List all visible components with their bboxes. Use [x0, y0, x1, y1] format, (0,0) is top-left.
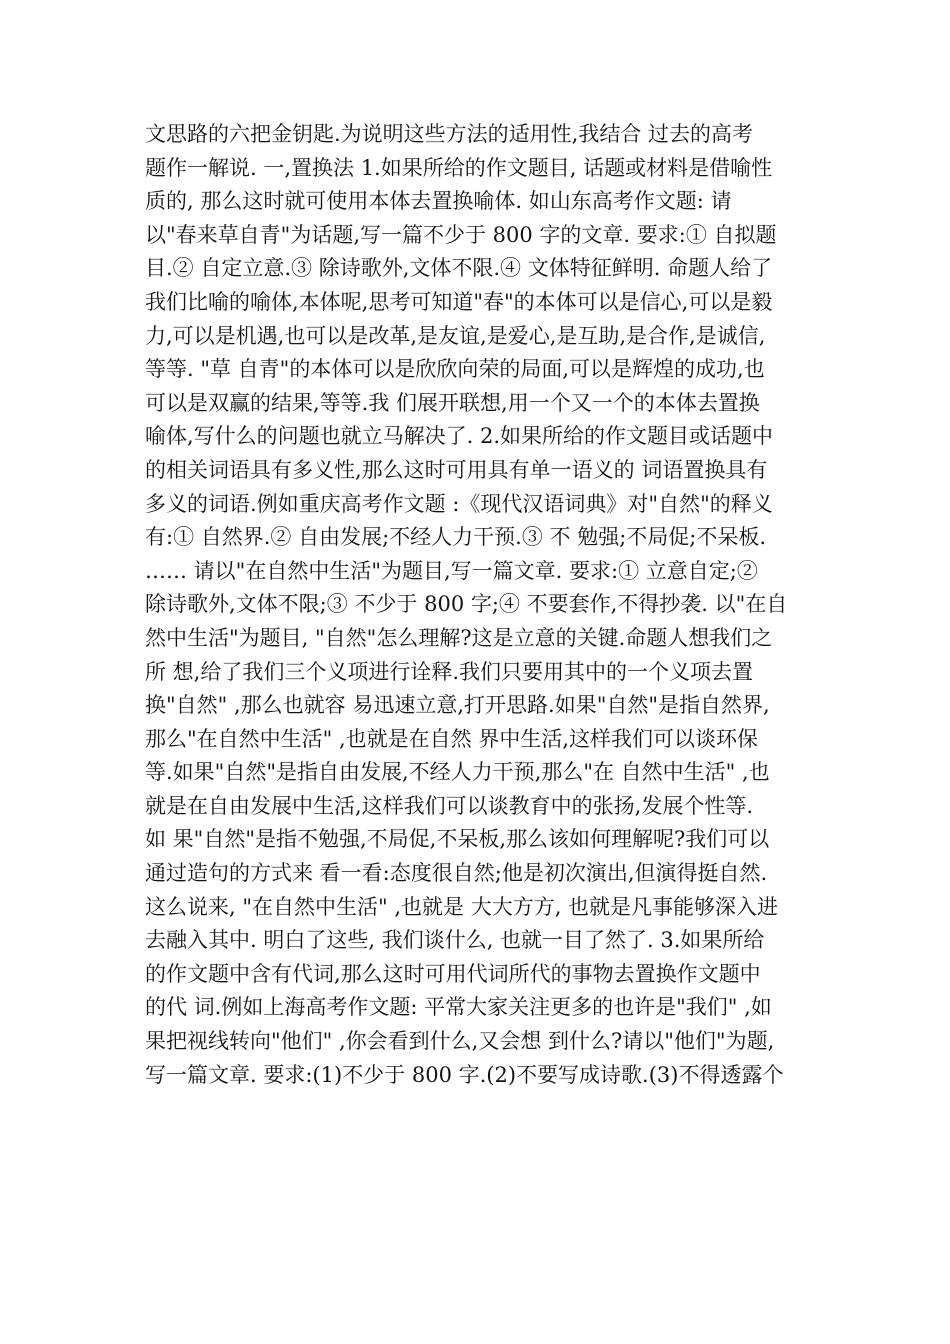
text-line: 那么"在自然中生活" ,也就是在自然 界中生活,这样我们可以谈环保	[145, 726, 759, 751]
text-line: 有:① 自然界.② 自由发展;不经人力干预.③ 不 勉强;不局促;不呆板.	[145, 525, 767, 550]
text-line: 所 想,给了我们三个义项进行诠释.我们只要用其中的一个义项去置	[145, 659, 754, 684]
text-line: 可以是双赢的结果,等等.我 们展开联想,用一个又一个的本体去置换	[145, 390, 760, 415]
text-line: 以"春来草自青"为话题,写一篇不少于 800 字的文章. 要求:① 自拟题	[145, 222, 777, 247]
text-line: 文思路的六把金钥匙.为说明这些方法的适用性,我结合 过去的高考	[145, 122, 754, 146]
text-line: 力,可以是机遇,也可以是改革,是友谊,是爱心,是互助,是合作,是诚信,	[145, 323, 766, 348]
text-line: 我们比喻的喻体,本体呢,思考可知道"春"的本体可以是信心,可以是毅	[145, 289, 773, 314]
text-line: 通过造句的方式来 看一看:态度很自然;他是初次演出,但演得挺自然.	[145, 861, 768, 886]
text-line: 的代 词.例如上海高考作文题: 平常大家关注更多的也许是"我们" ,如	[145, 995, 772, 1020]
text-line: 就是在自由发展中生活,这样我们可以谈教育中的张扬,发展个性等.	[145, 793, 754, 818]
text-line: …… 请以"在自然中生活"为题目,写一篇文章. 要求:① 立意自定;②	[145, 558, 758, 583]
text-line: 果把视线转向"他们" ,你会看到什么,又会想 到什么?请以"他们"为题,	[145, 1029, 775, 1054]
text-line: 去融入其中. 明白了这些, 我们谈什么, 也就一目了然了. 3.如果所给	[145, 928, 765, 953]
text-line: 除诗歌外,文体不限;③ 不少于 800 字;④ 不要套作,不得抄袭. 以"在自	[145, 592, 788, 617]
text-line: 题作一解说. 一,置换法 1.如果所给的作文题目, 话题或材料是借喻性	[145, 155, 773, 180]
text-line: 的相关词语具有多义性,那么这时可用具有单一语义的 词语置换具有	[145, 457, 768, 482]
body-text	[145, 118, 810, 1092]
text-line: 换"自然" ,那么也就容 易迅速立意,打开思路.如果"自然"是指自然界,	[145, 693, 770, 718]
text-line: 等等. "草 自青"的本体可以是欣欣向荣的局面,可以是辉煌的成功,也	[145, 357, 765, 382]
text-line: 写一篇文章. 要求:(1)不少于 800 字.(2)不要写成诗歌.(3)不得透露个	[145, 1062, 784, 1087]
text-line: 目.② 自定立意.③ 除诗歌外,文体不限.④ 文体特征鲜明. 命题人给了	[145, 256, 773, 281]
text-line: 这么说来, "在自然中生活" ,也就是 大大方方, 也就是凡事能够深入进	[145, 894, 779, 919]
text-line: 然中生活"为题目, "自然"怎么理解?这是立意的关键.命题人想我们之	[145, 625, 773, 650]
text-line: 质的, 那么这时就可使用本体去置换喻体. 如山东高考作文题: 请	[145, 189, 732, 214]
text-line: 多义的词语.例如重庆高考作文题 :《现代汉语词典》对"自然"的释义	[145, 491, 773, 516]
text-line: 喻体,写什么的问题也就立马解决了. 2.如果所给的作文题目或话题中	[145, 424, 774, 449]
text-line: 的作文题中含有代词,那么这时可用代词所代的事物去置换作文题中	[145, 961, 761, 986]
text-line: 等.如果"自然"是指自由发展,不经人力干预,那么"在 自然中生活" ,也	[145, 760, 770, 785]
text-line: 如 果"自然"是指不勉强,不局促,不呆板,那么该如何理解呢?我们可以	[145, 827, 770, 852]
